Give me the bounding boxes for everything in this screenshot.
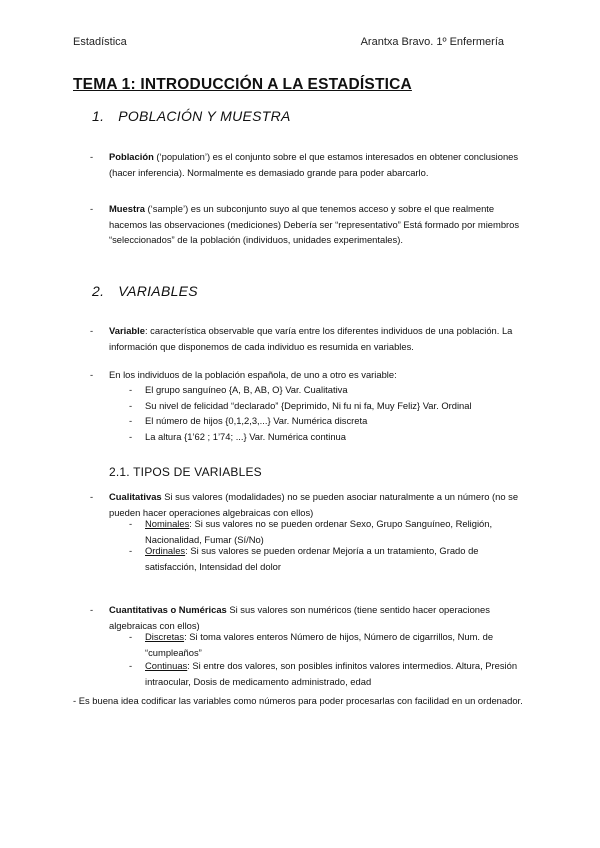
term-cuantitativas: Cuantitativas o Numéricas (109, 604, 227, 615)
term-muestra: Muestra (109, 203, 145, 214)
bullet-dash: - (129, 430, 133, 442)
example-intro-text: En los individuos de la población española, de uno a otro es variable: (109, 369, 397, 380)
bullet-dash: - (90, 151, 94, 162)
bullet-dash: - (90, 604, 94, 615)
term-discretas: Discretas (145, 631, 185, 642)
section-2-number: 2. (92, 283, 105, 299)
text-nominales: : Si sus valores no se pueden ordenar Sexo, Grupo Sanguíneo, Religión, Nacionalidad, Fumar (Sí/No) (145, 518, 493, 545)
subtype-continuas (109, 658, 529, 689)
subtype-ordinales (109, 543, 529, 574)
example-intro (73, 367, 533, 383)
bullet-dash: - (90, 491, 94, 502)
text-cualitativas: Si sus valores (modalidades) no se pueden asociar naturalmente a un número (no se pueden hacer operaciones algebraicas con ellos) (109, 491, 519, 518)
header-author: Arantxa Bravo. 1º Enfermería (360, 36, 504, 48)
footnote-tip: - Es buena idea codificar las variables como números para poder procesarlas con facilidad en un ordenador. (73, 695, 523, 706)
bullet-dash: - (129, 631, 133, 642)
example-text: El número de hijos {0,1,2,3,...} Var. Numérica discreta (145, 415, 368, 426)
section-1-number: 1. (92, 108, 105, 124)
subsection-2-1-heading: 2.1. TIPOS DE VARIABLES (109, 465, 262, 479)
text-cuantitativas: Si sus valores son numéricos (tiene sentido hacer operaciones algebraicas con ellos) (109, 604, 490, 631)
bullet-dash: - (129, 384, 133, 395)
term-variable: Variable (109, 325, 145, 336)
section-2-heading (92, 283, 198, 299)
bullet-dash: - (90, 203, 94, 214)
term-ordinales: Ordinales (145, 545, 186, 556)
bullet-dash: - (129, 545, 133, 556)
list-item (109, 382, 529, 398)
section-1-title: POBLACIÓN Y MUESTRA (118, 108, 291, 124)
example-text: El grupo sanguíneo {A, B, AB, O} Var. Cualitativa (145, 384, 348, 395)
text-muestra: (‘sample’) es un subconjunto suyo al que tenemos acceso y sobre el que realmente hacemos las observaciones (mediciones) Debería ser “representativo” Está formado por miembros “seleccionados” de la población (individuos, unidades experimentales). (109, 203, 520, 245)
bullet-dash: - (129, 399, 133, 411)
text-ordinales: : Si sus valores se pueden ordenar Mejoría a un tratamiento, Grado de satisfacción, Intensidad del dolor (145, 545, 479, 572)
page-header (73, 36, 504, 48)
term-poblacion: Población (109, 151, 154, 162)
example-list (109, 382, 529, 444)
list-item (109, 429, 529, 445)
bullet-dash: - (129, 415, 133, 426)
term-continuas: Continuas (145, 660, 188, 671)
term-cualitativas: Cualitativas (109, 491, 162, 502)
text-variable: : característica observable que varía entre los diferentes individuos de una población. La información que disponemos de cada individuo es resumida en variables. (109, 325, 513, 352)
definition-poblacion (73, 149, 533, 180)
text-poblacion: (‘population’) es el conjunto sobre el que estamos interesados en obtener conclusiones (hacer inferencia). Normalmente es demasiado grande para poder abarcarlo. (109, 151, 519, 178)
definition-muestra (73, 201, 533, 248)
text-continuas: : Si entre dos valores, son posibles infinitos valores intermedios. Altura, Presión intraocular, Dosis de medicamento administrado, edad (145, 660, 518, 687)
example-text: La altura {1’62 ; 1’74; ...} Var. Numérica continua (145, 430, 346, 442)
section-2-title: VARIABLES (118, 283, 198, 299)
example-text: Su nivel de felicidad “declarado” {Deprimido, Ni fu ni fa, Muy Feliz} Var. Ordinal (145, 399, 472, 411)
definition-variable (73, 323, 533, 354)
bullet-dash: - (129, 518, 133, 529)
bullet-dash: - (90, 325, 94, 336)
text-discretas: : Si toma valores enteros Número de hijos, Número de cigarrillos, Num. de “cumpleaños” (145, 631, 494, 658)
term-nominales: Nominales (145, 518, 190, 529)
bullet-dash: - (129, 660, 133, 671)
header-subject: Estadística (73, 36, 127, 48)
bullet-dash: - (90, 369, 94, 380)
section-1-heading (92, 108, 291, 124)
document-title: TEMA 1: INTRODUCCIÓN A LA ESTADÍSTICA (73, 76, 412, 93)
list-item (109, 413, 529, 429)
subtype-discretas (109, 629, 529, 660)
list-item (109, 398, 529, 414)
